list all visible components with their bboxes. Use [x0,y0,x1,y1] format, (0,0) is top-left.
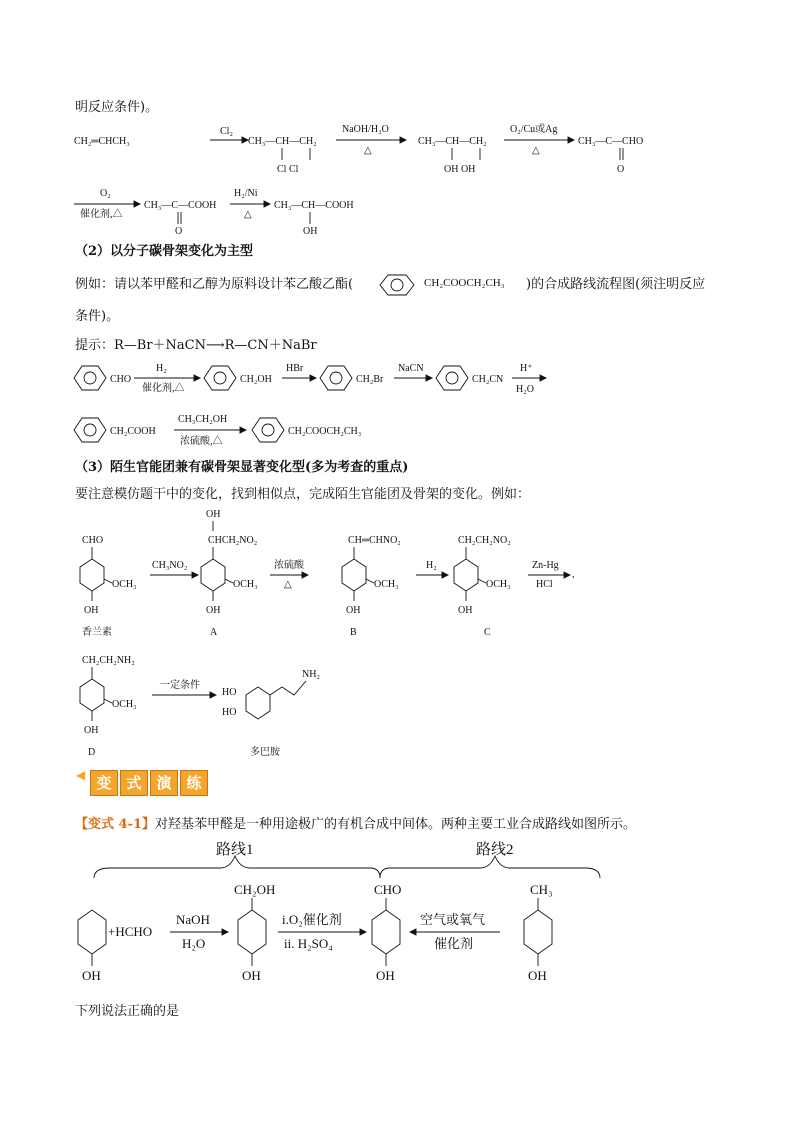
s3-m0-sub: OCH₃ [112,579,137,590]
s3-mD-top: CH₂CH₂NH₂ [82,655,135,666]
s2-s4: CH₂CN [472,374,504,385]
section3-text: 要注意模仿题干中的变化，找到相似点，完成陌生官能团及骨架的变化。例如： [75,487,531,502]
s3-m0-top: CHO [82,535,104,546]
s2-s6: CH₂COOCH₂CH₃ [288,426,362,437]
s2-s5: CH₂COOH [110,426,156,437]
s3-c4-top: Zn-Hg [532,560,559,571]
route-mid-bottom: OH [242,968,261,983]
s3-mE-label: 多巴胺 [250,747,280,758]
route-plus: +HCHO [108,924,153,939]
s3-mE-nh2: NH₂ [302,669,320,680]
route-c2-bot: ii. H₂SO₄ [284,936,333,951]
s2-c2-top: HBr [286,363,304,374]
s2-c4-top: H⁺ [520,363,533,374]
banner-char: 变 [90,770,118,796]
s3-c2-bot: △ [284,579,292,590]
s2-c5-bot: 浓硫酸,△ [180,436,223,447]
s3-c2-top: 浓硫酸 [274,560,304,571]
s2-c1-bot: 催化剂,△ [142,383,185,394]
s1-p5-sub: OH [303,226,318,235]
s3-mD-sub: OCH₃ [112,699,137,710]
route-c2-top: i.O₂催化剂 [282,912,342,927]
route-right-bottom: OH [528,968,547,983]
section2-title: （2）以分子碳骨架变化为主型 [75,244,254,259]
s1-cond4-bot: 催化剂,△ [80,209,123,220]
s3-mC-sub: OCH₃ [486,579,511,590]
hint: 提示：R—Br＋NaCN⟶R—CN＋NaBr [75,338,317,353]
route-prod-bottom: OH [376,968,395,983]
example2-formula: CH₂COOCH₂CH₃ [424,277,505,289]
scheme-benzaldehyde-route [70,360,570,455]
s3-mA-label: A [210,627,218,638]
s3-m0-label: 香兰素 [82,627,112,638]
s1-p1: CH₃—CH—CH₂ [248,136,317,147]
s3-mA-bottom: OH [206,605,221,616]
s3-mB-bottom: OH [346,605,361,616]
s3-mB-label: B [350,627,357,638]
s1-cond5-top: H₂/Ni [234,188,258,199]
route-c1-top: NaOH [176,912,210,927]
route-mid-top: CH₂OH [234,882,276,897]
section3-title: （3）陌生官能团兼有碳骨架显著变化型(多为考查的重点) [75,460,409,475]
variant-text: 对羟基苯甲醛是一种用途极广的有机合成中间体。两种主要工业合成路线如图所示。 [155,817,637,832]
s1-cond1: Cl₂ [220,126,233,137]
route-label1: 路线1 [216,842,254,858]
question-prompt: 下列说法正确的是 [75,1004,180,1019]
s1-cond3-bot: △ [532,145,540,156]
s3-mC-label: C [484,627,491,638]
s3-mC-top: CH₂CH₂NO₂ [458,535,511,546]
s3-mB-sub: OCH₃ [374,579,399,590]
route-c1-bot: H₂O [182,936,206,951]
s1-cond2-top: NaOH/H₂O [342,124,389,135]
s3-mA-top1: OH [206,509,221,520]
scheme-propene-to-lactic-acid [70,120,710,235]
s3-comma: , [572,569,575,580]
s1-p4: CH₃—C—COOH [144,200,217,211]
s1-cond5-bot: △ [244,209,252,220]
variant-banner [90,770,210,804]
route-label2: 路线2 [476,842,514,858]
example2-pre: 例如：请以苯甲醛和乙醇为原料设计苯乙酸乙酯( [75,277,354,292]
s3-mE-ho1: HO [222,687,237,698]
s3-c4-bot: HCl [536,579,553,590]
benzene-ring-icon [374,272,422,298]
route-diagram [70,838,680,998]
intro-tail: 明反应条件)。 [75,100,159,115]
s2-c3-top: NaCN [398,363,424,374]
s3-mA-top2: CHCH₂NO₂ [208,535,258,546]
route-right-top: CH₃ [530,882,553,897]
s1-p5: CH₃—CH—COOH [274,200,354,211]
banner-char: 演 [150,770,178,796]
s2-s1: CHO [110,374,132,385]
s3-mC-bottom: OH [458,605,473,616]
s3-mD-label: D [88,747,96,758]
scheme-dopamine-synthesis [70,505,610,760]
s1-cond2-bot: △ [364,145,372,156]
s1-p3-sub: O [617,164,625,175]
route-c3-bot: 催化剂 [434,936,474,951]
banner-char: 练 [180,770,208,796]
s3-c5: 一定条件 [160,680,200,691]
route-prod-top: CHO [374,882,402,897]
s3-mA-sub: OCH₃ [233,579,258,590]
route-c3-top: 空气或氧气 [420,912,486,927]
route-left-bottom: OH [82,968,101,983]
s1-p1-sub: Cl Cl [277,164,299,175]
banner-char: 式 [120,770,148,796]
s2-c5-top: CH₃CH₂OH [178,414,228,425]
s1-p2-sub: OH OH [444,164,476,175]
s1-reactant: CH₂═CHCH₃ [74,136,130,147]
s3-mD-bottom: OH [84,725,99,736]
s3-mE-ho2: HO [222,707,237,718]
s2-s3: CH₂Br [356,374,384,385]
speaker-icon: ◀ [76,768,86,782]
s2-c4-bot: H₂O [516,384,534,395]
example2-post: )的合成路线流程图(须注明反应 [526,277,706,292]
s1-p2: CH₃—CH—CH₂ [418,136,487,147]
s1-p4-sub: O [175,226,183,235]
example2-line2: 条件)。 [75,309,120,324]
s3-c3: H₂ [426,560,437,571]
s1-cond3-top: O₂/Cu或Ag [510,124,558,135]
s2-c1-top: H₂ [156,363,167,374]
s1-p3: CH₃—C—CHO [578,136,644,147]
s2-s2: CH₂OH [240,374,272,385]
s3-mB-top: CH═CHNO₂ [348,535,401,546]
s3-m0-bottom: OH [84,605,99,616]
s3-c1: CH₃NO₂ [152,560,188,571]
s1-cond4-top: O₂ [100,188,111,199]
variant-tag: 【变式 4-1】 [75,817,156,832]
